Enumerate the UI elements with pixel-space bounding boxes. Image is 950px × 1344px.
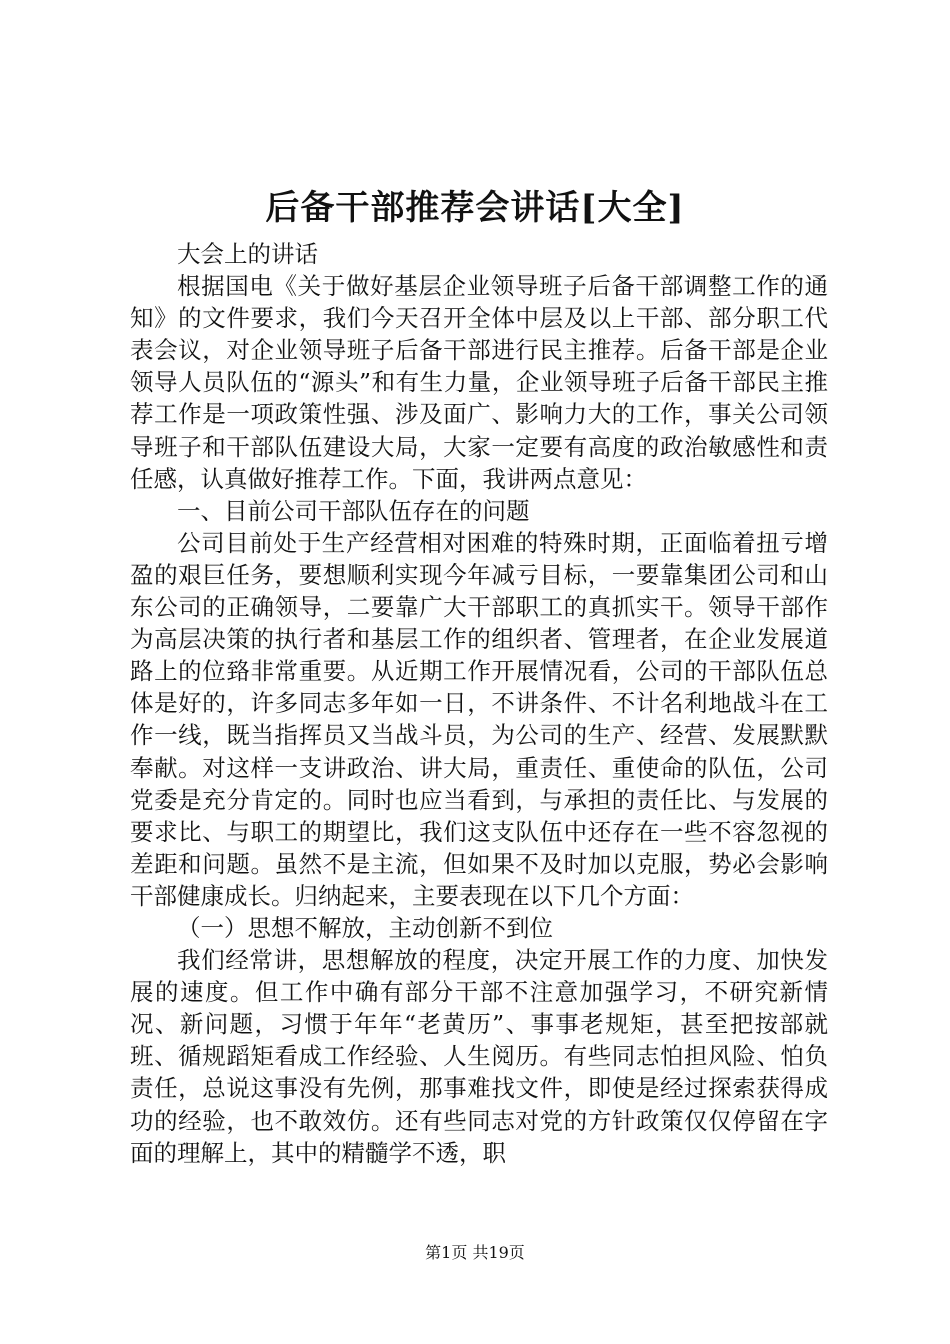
document-title: 后备干部推荐会讲话[大全] [265,188,685,228]
section-heading-1: 一、目前公司干部队伍存在的问题 [177,496,530,525]
paragraph-subsection-1: 我们经常讲，思想解放的程度，决定开展工作的力度、加快发展的速度。但工作中确有部分干部不注意加强学习，不研究新情况、新问题，习惯于年年“老黄历”、事事老规矩，甚至把按部就班、循规蹈矩看成工作经验、人生阅历。有些同志怕担风险、怕负责任，总说这事没有先例，那事难找文件，即使是经过探索获得成功的经验，也不敢效仿。还有些同志对党的方针政策仅仅停留在字面的理解上，其中的精髓学不透，职 [130,946,828,1167]
paragraph-section-1: 公司目前处于生产经营相对困难的特殊时期，正面临着扭亏增盈的艰巨任务，要想顺利实现今年减亏目标，一要靠集团公司和山东公司的正确领导，二要靠广大干部职工的真抓实干。领导干部作为高层决策的执行者和基层工作的组织者、管理者，在企业发展道路上的位臵非常重要。从近期工作开展情况看，公司的干部队伍总体是好的，许多同志多年如一日，不讲条件、不计名利地战斗在工作一线，既当指挥员又当战斗员，为公司的生产、经营、发展默默奉献。对这样一支讲政治、讲大局，重责任、重使命的队伍，公司党委是充分肯定的。同时也应当看到，与承担的责任比、与发展的要求比、与职工的期望比，我们这支队伍中还存在一些不容忽视的差距和问题。虽然不是主流，但如果不及时加以克服，势必会影响干部健康成长。归纳起来，主要表现在以下几个方面： [130,528,828,910]
document-body [130,238,828,1169]
page-footer: 第1页 共19页 [425,1243,525,1262]
paragraph-opening: 大会上的讲话 [177,240,318,268]
subsection-heading-1: （一）思想不解放，主动创新不到位 [177,913,553,942]
paragraph-introduction: 根据国电《关于做好基层企业领导班子后备干部调整工作的通知》的文件要求，我们今天召开全体中层及以上干部、部分职工代表会议，对企业领导班子后备干部进行民主推荐。后备干部是企业领导人员队伍的“源头”和有生力量，企业领导班子后备干部民主推荐工作是一项政策性强、涉及面广、影响力大的工作，事关公司领导班子和干部队伍建设大局，大家一定要有高度的政治敏感性和责任感，认真做好推荐工作。下面，我讲两点意见： [130,272,828,493]
